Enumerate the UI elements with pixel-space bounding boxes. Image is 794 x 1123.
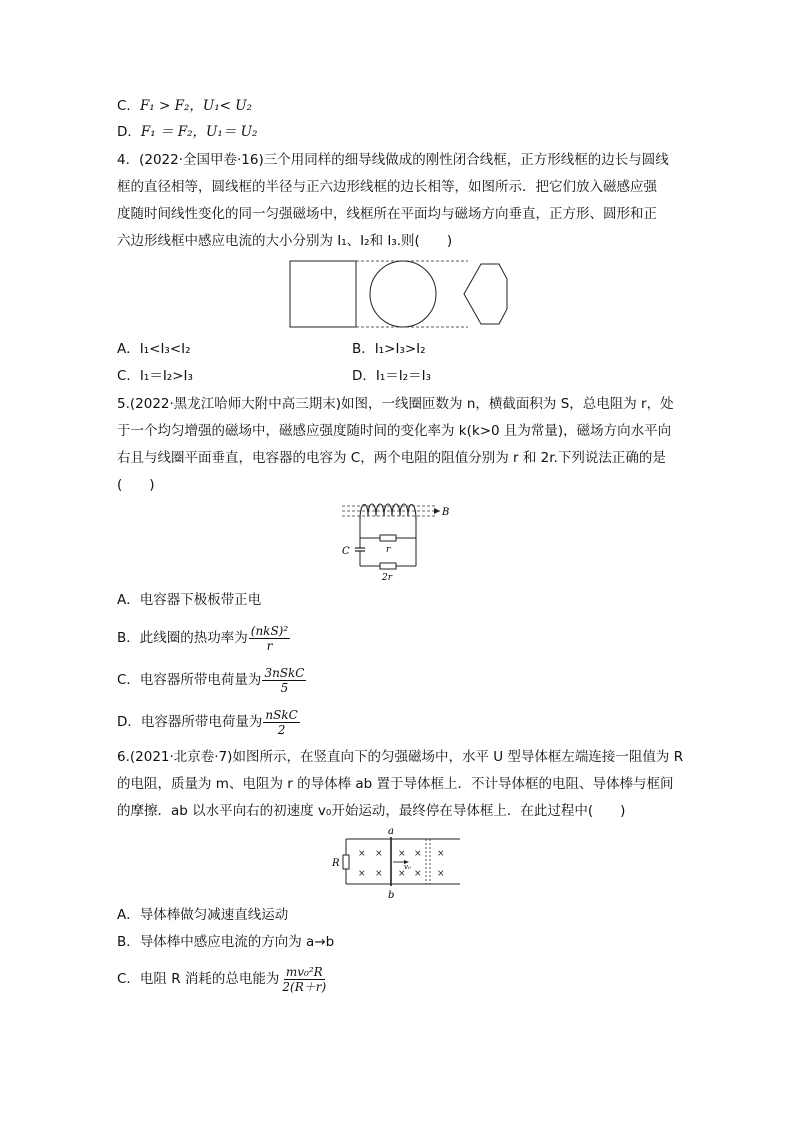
resistor-R xyxy=(343,855,349,869)
q3-option-d: D．F₁ ＝ F₂，U₁＝ U₂ xyxy=(117,124,258,140)
resistor-2r xyxy=(380,563,396,569)
q6-option-a: A．导体棒做匀减速直线运动 xyxy=(117,907,289,923)
capacitor-label: C xyxy=(342,546,350,557)
q5-option-d-fraction: $\frac{\text{nSkC}}{2}$ xyxy=(265,707,298,737)
q4-option-b: B．I₁>I₃>I₂ xyxy=(352,341,426,357)
field-cross: × xyxy=(375,849,383,859)
rod-end-b-label: b xyxy=(388,890,395,901)
q5-option-c-fraction: $\frac{\text{3nSkC}}{5}$ xyxy=(264,665,305,695)
q5-option-b: B．此线圈的热功率为 $\frac{\text{(nkS)²}}{r}$ xyxy=(117,623,289,653)
field-cross: × xyxy=(398,849,406,859)
q5-figure-coil-circuit xyxy=(336,498,466,584)
q4-stem-line-1: 4．(2022·全国甲卷·16)三个用同样的细导线做成的刚性闭合线框，正方形线框的边长与圆线 xyxy=(117,152,669,168)
q6-option-b: B．导体棒中感应电流的方向为 a→b xyxy=(117,934,335,950)
q5-option-b-fraction: $\frac{\text{(nkS)²}}{r}$ xyxy=(250,623,289,653)
q6-figure-u-frame xyxy=(330,824,464,902)
q4-stem-line-3: 度随时间线性变化的同一匀强磁场中，线框所在平面均与磁场方向垂直，正方形、圆形和正 xyxy=(117,206,657,222)
q5-stem-line-1: 5.(2022·黑龙江哈师大附中高三期末)如图，一线圈匝数为 n，横截面积为 S，总电阻为 r，处 xyxy=(117,396,674,412)
q6-stem-line-1: 6.(2021·北京卷·7)如图所示，在竖直向下的匀强磁场中，水平 U 型导体框左端连接一阻值为 R xyxy=(117,749,684,765)
rod-end-a-label: a xyxy=(388,826,394,837)
q6-stem-line-2: 的电阻，质量为 m、电阻为 r 的导体棒 ab 置于导体框上．不计导体框的电阻、导体棒与框间 xyxy=(117,776,674,792)
field-cross: × xyxy=(398,869,406,879)
field-cross: × xyxy=(358,849,366,859)
field-cross: × xyxy=(437,869,445,879)
q4-stem-line-2: 框的直径相等，圆线框的半径与正六边形线框的边长相等，如图所示．把它们放入磁感应强 xyxy=(117,179,657,195)
q4-stem-line-4: 六边形线框中感应电流的大小分别为 I₁、I₂和 I₃.则( ) xyxy=(117,233,453,249)
q6-stem-line-3: 的摩擦．ab 以水平向右的初速度 v₀开始运动，最终停在导体框上．在此过程中( ) xyxy=(117,803,626,819)
q4-option-d: D．I₁＝I₂＝I₃ xyxy=(352,368,432,384)
coil xyxy=(360,504,416,520)
field-cross: × xyxy=(375,869,383,879)
q5-option-a: A．电容器下极板带正电 xyxy=(117,592,262,608)
magnetic-field-crosses xyxy=(358,849,445,879)
hexagon-loop xyxy=(464,264,507,324)
q4-option-a: A．I₁<I₃<I₂ xyxy=(117,341,191,357)
q6-option-c: C．电阻 R 消耗的总电能为 $\frac{\text{mv₀²R}}{2(R+r)}$ xyxy=(117,964,327,994)
field-cross: × xyxy=(414,869,422,879)
q5-stem-line-2: 于一个均匀增强的磁场中，磁感应强度随时间的变化率为 k(k>0 且为常量)，磁场方向水平向 xyxy=(117,423,672,439)
q5-stem-line-3: 右且与线圈平面垂直，电容器的电容为 C，两个电阻的阻值分别为 r 和 2r.下列说法正确的是 xyxy=(117,450,666,466)
q5-option-c: C．电容器所带电荷量为 $\frac{\text{3nSkC}}{5}$ xyxy=(117,665,305,695)
q4-figure-loops xyxy=(288,259,510,331)
resistor-r-label: r xyxy=(386,545,391,555)
field-label-b: B xyxy=(442,507,450,518)
q6-option-c-fraction: $\frac{\text{mv₀²R}}{2(R+r)}$ xyxy=(282,964,327,994)
q5-option-d: D．电容器所带电荷量为 $\frac{\text{nSkC}}{2}$ xyxy=(117,707,298,737)
field-cross: × xyxy=(358,869,366,879)
q5-stem-line-4: ( ) xyxy=(117,477,155,493)
resistor-R-label: R xyxy=(332,858,340,869)
resistor-r xyxy=(380,535,396,541)
field-cross: × xyxy=(437,849,445,859)
field-cross: × xyxy=(414,849,422,859)
circle-loop xyxy=(370,261,436,327)
velocity-label: v₀ xyxy=(404,863,411,871)
square-loop xyxy=(290,261,356,327)
resistor-2r-label: 2r xyxy=(382,573,393,583)
q4-option-c: C．I₁＝I₂>I₃ xyxy=(117,368,193,384)
q3-option-c-text: C．F₁ > F₂，U₁< U₂ xyxy=(117,98,253,114)
